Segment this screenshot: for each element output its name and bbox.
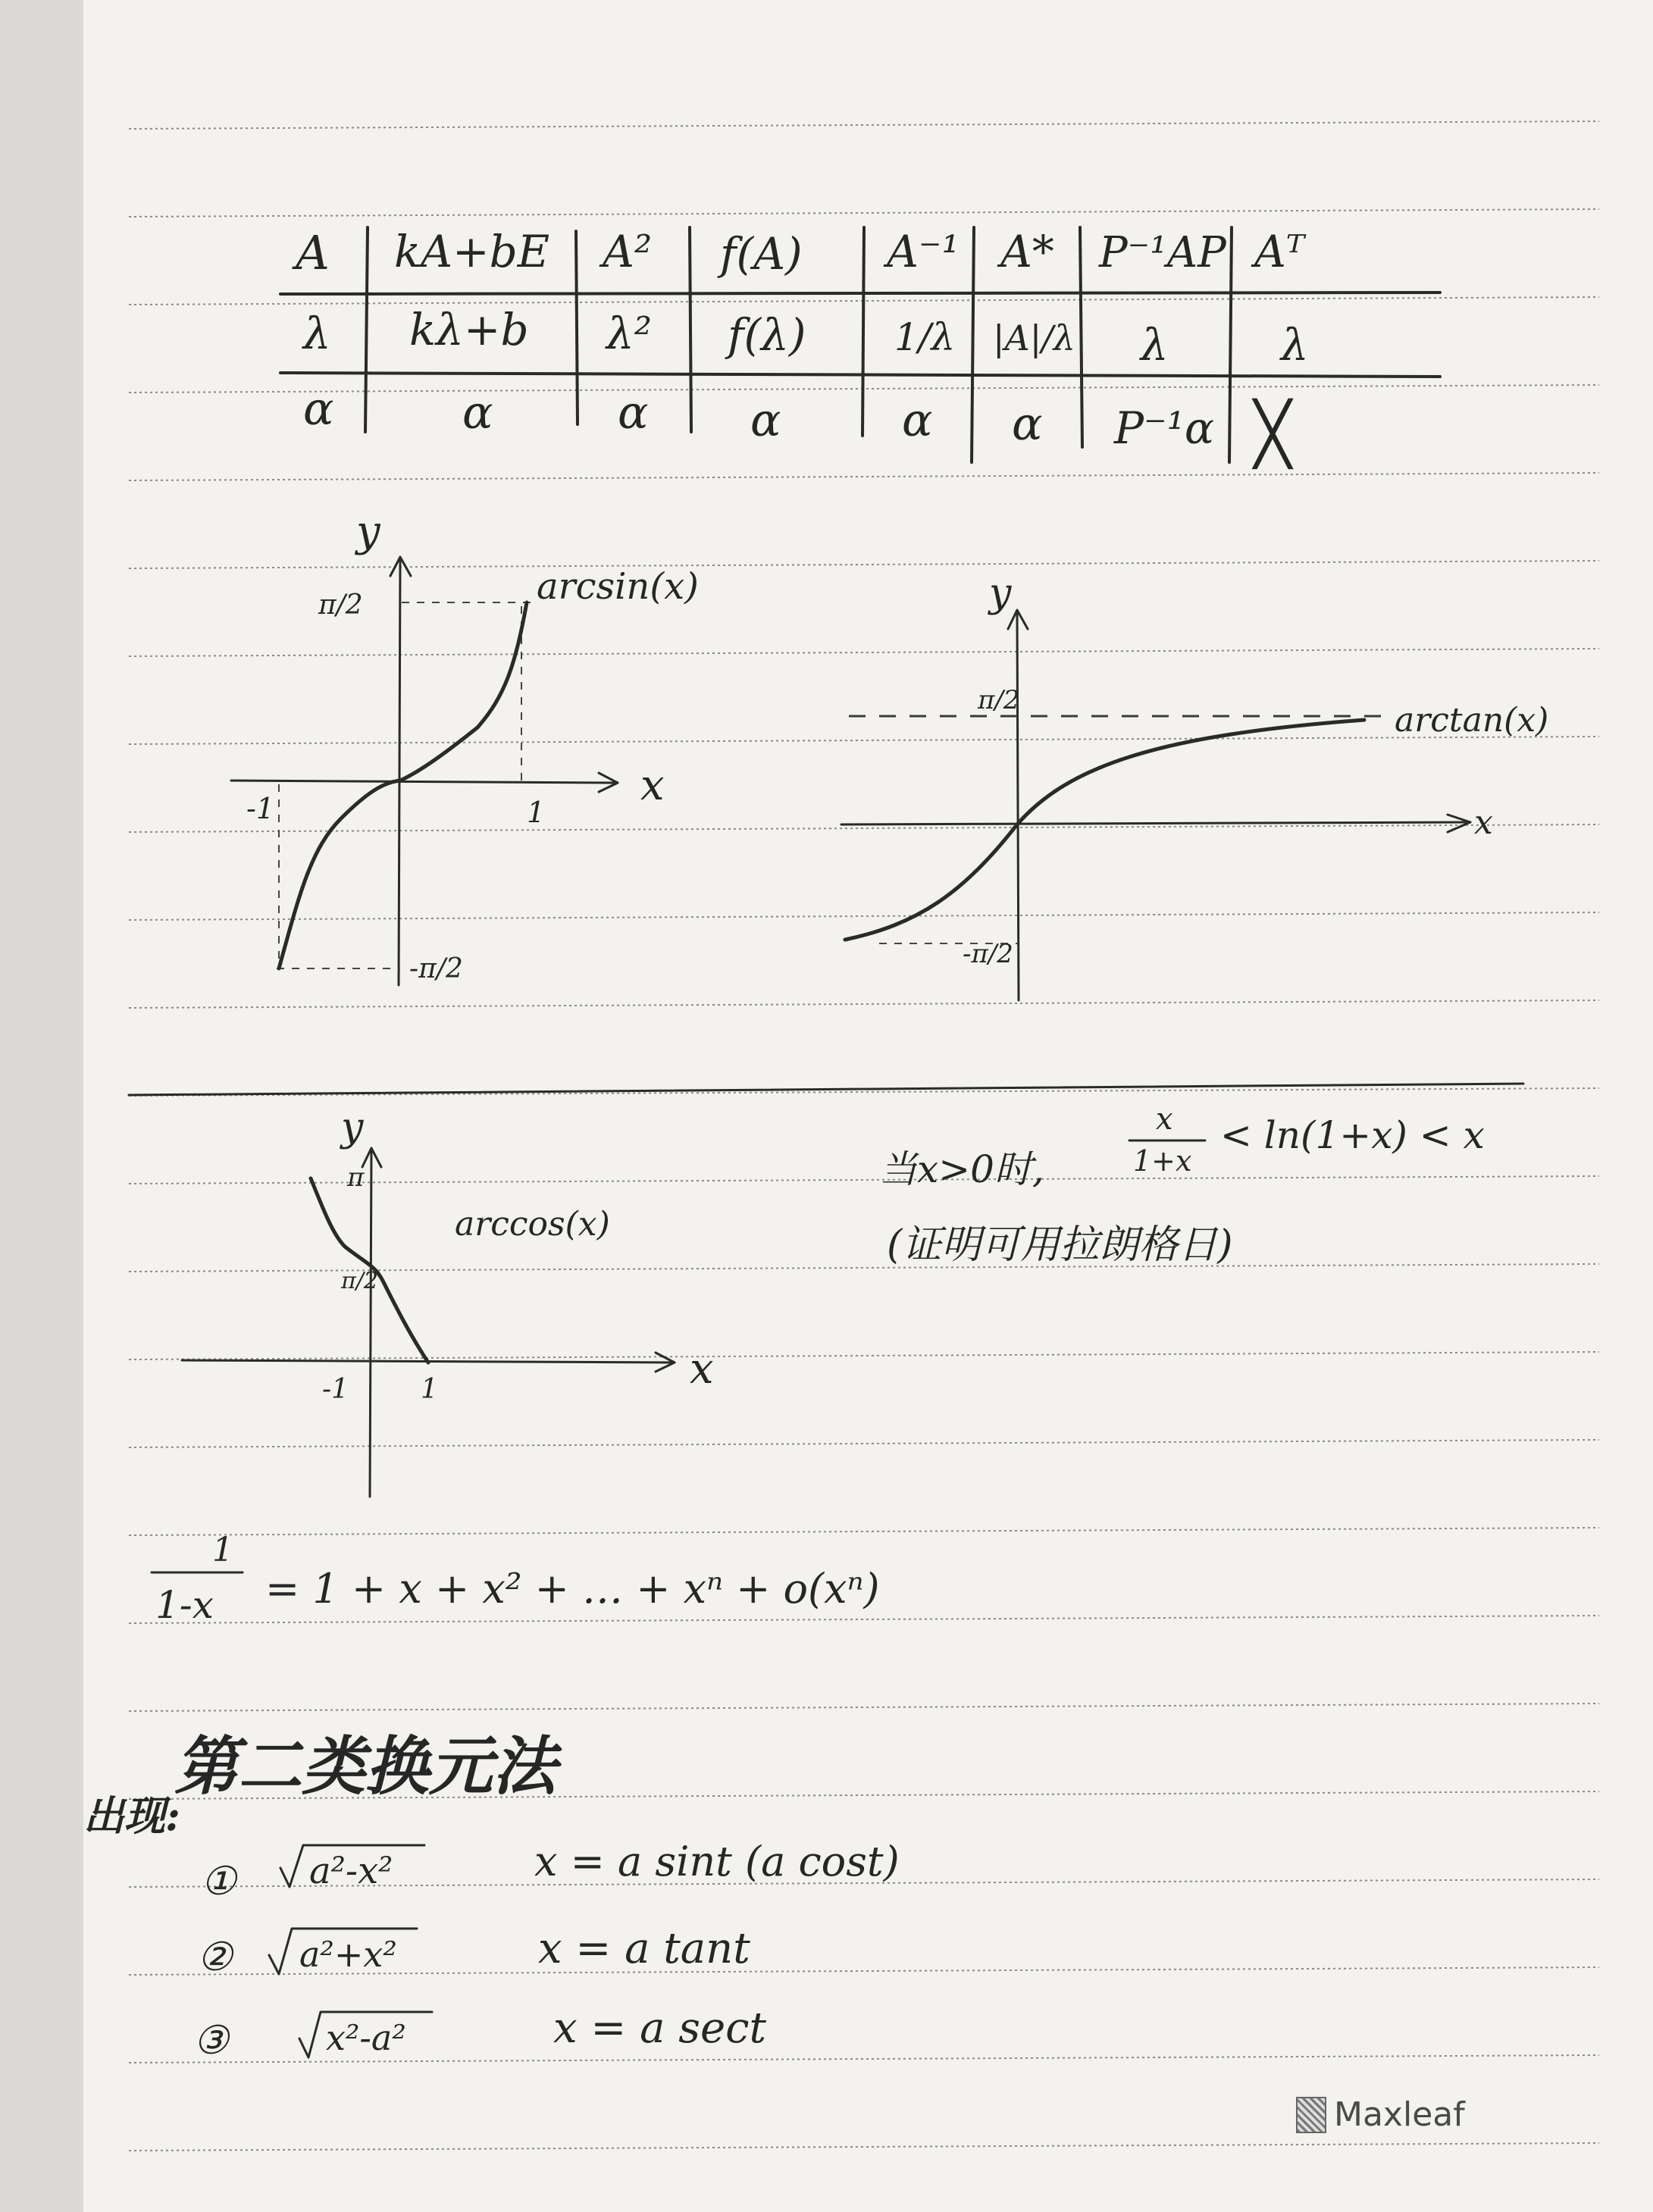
maxleaf-text: Maxleaf xyxy=(1334,2095,1465,2134)
table-a6: P⁻¹α xyxy=(1114,402,1215,454)
substitution-title: 第二类换元法 xyxy=(174,1729,557,1804)
arcsin-x-label: x xyxy=(640,761,665,810)
arcsin-graph xyxy=(231,507,699,985)
table-a4: α xyxy=(902,394,933,447)
table-a0: α xyxy=(303,383,334,436)
arcsin-curve-label: arcsin(x) xyxy=(537,565,699,608)
series-frac-den: 1-x xyxy=(155,1583,214,1627)
arccos-y-label: y xyxy=(341,1105,364,1150)
inequality-rest: < ln(1+x) < x xyxy=(1220,1113,1485,1157)
table-h4: A⁻¹ xyxy=(887,226,960,277)
sub-item-2-num: ② xyxy=(197,1935,233,1980)
series-expansion xyxy=(152,1531,880,1627)
table-l4: 1/λ xyxy=(894,315,956,359)
arctan-y-label: y xyxy=(989,571,1012,616)
table-l2: λ² xyxy=(606,308,653,359)
arccos-x-label: x xyxy=(690,1344,714,1394)
table-l3: f(λ) xyxy=(728,309,806,361)
maxleaf-watermark xyxy=(1296,2095,1465,2134)
sub-item-2-radicand: a²+x² xyxy=(299,1934,397,1975)
substitution-section xyxy=(83,1729,900,2063)
arctan-x-label: x xyxy=(1474,803,1493,842)
arcsin-bottom-tick: -π/2 xyxy=(409,953,463,984)
arctan-graph xyxy=(841,571,1548,1000)
table-a7: ╳ xyxy=(1254,399,1291,469)
inequality-proof-note: (证明可用拉朗格日) xyxy=(887,1222,1233,1268)
table-h1: kA+bE xyxy=(394,226,550,277)
series-frac-num: 1 xyxy=(212,1531,233,1569)
table-a2: α xyxy=(618,386,649,440)
notebook-page xyxy=(83,0,1653,2212)
substitution-appears: 出现: xyxy=(83,1791,180,1840)
arcsin-left-tick: -1 xyxy=(246,792,275,825)
sub-item-3-sub: x = a sect xyxy=(553,2004,767,2053)
sub-item-3-num: ③ xyxy=(193,2018,229,2063)
table-a1: α xyxy=(462,386,493,440)
sub-item-2-sub: x = a tant xyxy=(538,1924,750,1973)
sub-item-1-num: ① xyxy=(201,1859,236,1904)
table-l6: λ xyxy=(1141,319,1169,371)
inequality-condition: 当x>0时, xyxy=(879,1147,1044,1191)
table-h3: f(A) xyxy=(720,228,803,280)
table-a3: α xyxy=(750,394,781,447)
table-h7: Aᵀ xyxy=(1254,226,1305,277)
sub-item-3-radicand: x²-a² xyxy=(326,2017,406,2058)
arccos-top-tick: π xyxy=(347,1162,365,1193)
inequality-note xyxy=(879,1102,1485,1268)
arccos-right-tick: 1 xyxy=(421,1374,438,1405)
section-divider xyxy=(129,1084,1523,1095)
arccos-left-tick: -1 xyxy=(322,1374,349,1405)
table-h5: A* xyxy=(1000,226,1054,277)
series-rhs: = 1 + x + x² + … + xⁿ + o(xⁿ) xyxy=(265,1565,880,1613)
table-l1: kλ+b xyxy=(409,304,529,355)
arctan-curve-label: arctan(x) xyxy=(1395,701,1549,740)
inequality-frac-num: x xyxy=(1156,1102,1173,1137)
table-a5: α xyxy=(1012,398,1043,451)
inequality-frac-den: 1+x xyxy=(1133,1144,1192,1178)
maxleaf-logo-icon xyxy=(1296,2097,1326,2133)
table-h2: A² xyxy=(603,226,653,277)
arcsin-y-label: y xyxy=(356,507,380,556)
arctan-top-tick: π/2 xyxy=(978,685,1020,715)
arctan-bottom-tick: -π/2 xyxy=(963,939,1013,969)
arcsin-top-tick: π/2 xyxy=(318,590,363,621)
table-l0: λ xyxy=(303,308,331,359)
arcsin-right-tick: 1 xyxy=(527,796,546,829)
table-h0: A xyxy=(296,225,330,280)
handwritten-content xyxy=(83,0,1653,2212)
table-l7: λ xyxy=(1281,319,1309,371)
arccos-curve-label: arccos(x) xyxy=(455,1205,610,1244)
eigen-table xyxy=(280,225,1440,470)
arccos-mid-tick: π/2 xyxy=(341,1268,378,1294)
table-h6: P⁻¹AP xyxy=(1099,228,1226,277)
sub-item-1-sub: x = a sint (a cost) xyxy=(534,1838,900,1885)
arccos-graph xyxy=(182,1105,714,1497)
table-l5: |A|/λ xyxy=(993,318,1075,358)
sub-item-1-radicand: a²-x² xyxy=(309,1850,393,1892)
